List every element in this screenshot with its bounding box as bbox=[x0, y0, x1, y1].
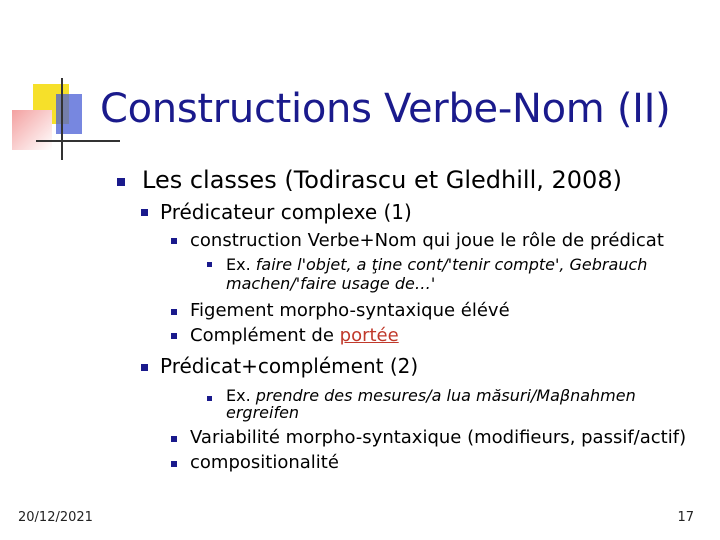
group2-example-line2: ergreifen bbox=[226, 403, 300, 422]
group1-item3-prefix: Complément de bbox=[190, 325, 340, 346]
slide-date: 20/12/2021 bbox=[18, 510, 93, 525]
group2-heading: Prédicat+complément (2) bbox=[160, 354, 419, 378]
group1-example-prefix: Ex. bbox=[226, 255, 251, 274]
bullet-l3-group1-item1 bbox=[171, 238, 177, 244]
group1-example-line1 bbox=[226, 255, 647, 274]
group1-item1: construction Verbe+Nom qui joue le rôle de prédicat bbox=[190, 230, 664, 251]
deco-red-square bbox=[12, 110, 52, 150]
slide-title: Constructions Verbe-Nom (II) bbox=[100, 86, 671, 132]
bullet-l1 bbox=[117, 178, 125, 186]
bullet-l3-group2-item2 bbox=[171, 461, 177, 467]
level1-text: Les classes (Todirascu et Gledhill, 2008) bbox=[142, 166, 622, 194]
group2-example-prefix: Ex. bbox=[226, 386, 251, 405]
bullet-l4-group1-example bbox=[207, 262, 212, 267]
bullet-l3-group2-item1 bbox=[171, 436, 177, 442]
group2-item1: Variabilité morpho-syntaxique (modifieurs, passif/actif) bbox=[190, 427, 687, 448]
deco-horizontal-line bbox=[36, 140, 120, 142]
deco-vertical-line bbox=[61, 78, 63, 160]
bullet-l2-group2 bbox=[141, 364, 148, 371]
group1-example-line2: machen/'faire usage de…' bbox=[226, 274, 436, 293]
group1-example-text: faire l'objet, a ţine cont/'tenir compte', Gebrauch bbox=[255, 255, 648, 274]
group2-item2: compositionalité bbox=[190, 452, 339, 473]
bullet-l4-group2-example bbox=[207, 396, 212, 401]
group1-item3 bbox=[190, 325, 399, 346]
group2-example-text: prendre des mesures/a lua măsuri/Maβnahmen bbox=[255, 386, 636, 405]
group1-heading: Prédicateur complexe (1) bbox=[160, 200, 412, 224]
page-number: 17 bbox=[677, 510, 694, 525]
portee-link[interactable]: portée bbox=[339, 325, 399, 346]
bullet-l3-group1-item3 bbox=[171, 333, 177, 339]
bullet-l3-group1-item2 bbox=[171, 309, 177, 315]
deco-blue-square bbox=[56, 94, 82, 134]
bullet-l2-group1 bbox=[141, 209, 148, 216]
group1-item2: Figement morpho-syntaxique élévé bbox=[190, 300, 510, 321]
